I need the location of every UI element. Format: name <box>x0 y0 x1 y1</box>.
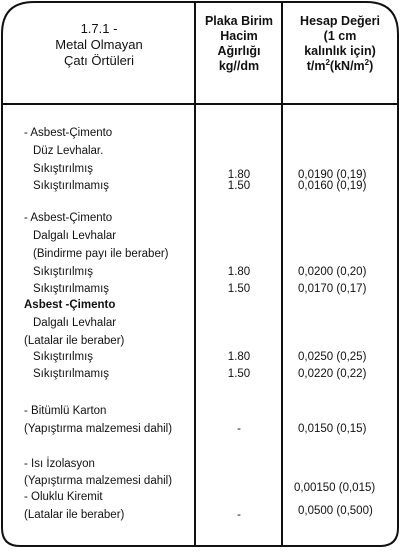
row-value: 0,0160 (0,19) <box>298 180 367 192</box>
row-value: 0,0500 (0,500) <box>298 505 373 517</box>
row-label: (Latalar ile beraber) <box>24 509 125 521</box>
row-label: (Yapıştırma malzemesi dahil) <box>24 475 173 487</box>
row-label: Dalgalı Levhalar <box>33 230 117 242</box>
header-material-line2: Çatı Örtüleri <box>63 53 135 68</box>
row-value: 0,0170 (0,17) <box>298 283 367 295</box>
row-label: Sıkıştırılmış <box>33 266 94 278</box>
row-weight: 1.80 <box>227 351 251 363</box>
row-weight: 1.50 <box>227 368 251 380</box>
header-design-value <box>283 14 397 74</box>
row-label: (Bindirme payı ile beraber) <box>33 248 169 260</box>
header-value-line1: Hesap Değeri <box>300 14 380 28</box>
row-value: 0,0220 (0,22) <box>298 368 367 380</box>
header-material-line1: Metal Olmayan <box>55 37 143 52</box>
header-value-unit: $t/m^2(kN/m^2)$ <box>306 57 374 73</box>
row-label: - Bitümlü Karton <box>24 405 107 417</box>
header-section-number: 1.7.1 - <box>80 21 118 36</box>
row-label: Dalgalı Levhalar <box>33 317 117 329</box>
header-weight-line3: Ağırlığı <box>217 44 261 58</box>
header-weight-line2: Hacim <box>220 29 258 43</box>
header-value-line3: kalınlık için) <box>304 44 376 58</box>
header-material <box>4 21 194 69</box>
row-label: - Asbest-Çimento <box>24 127 113 139</box>
row-weight: - <box>237 509 241 521</box>
row-label: Sıkıştırılmış <box>33 351 94 363</box>
row-value: 0,0200 (0,20) <box>298 266 367 278</box>
row-label: (Latalar ile beraber) <box>24 335 125 347</box>
row-value: 0,0150 (0,15) <box>298 423 367 435</box>
row-weight: 1.50 <box>227 283 251 295</box>
row-label: - Oluklu Kiremit <box>24 491 103 503</box>
row-weight: 1.80 <box>227 169 251 181</box>
row-label: Sıkıştırılmamış <box>33 180 110 192</box>
row-label: Sıkıştırılmamış <box>33 368 110 380</box>
header-unit-weight <box>196 14 282 74</box>
row-label: Sıkıştırılmamış <box>33 283 110 295</box>
row-label: Sıkıştırılmış <box>33 163 94 175</box>
row-label: - Asbest-Çimento <box>24 212 113 224</box>
header-weight-unit: kg//dm <box>218 59 260 73</box>
row-label: (Yapıştırma malzemesi dahil) <box>24 423 173 435</box>
row-weight: 1.50 <box>227 180 251 192</box>
header-weight-line1: Plaka Birim <box>204 14 274 28</box>
row-label: Düz Levhalar. <box>33 145 104 157</box>
row-weight: 1.80 <box>227 266 251 278</box>
row-weight: - <box>237 423 241 435</box>
header-value-line2: (1 cm <box>323 29 357 43</box>
row-label: - Isı İzolasyon <box>24 458 95 470</box>
row-value: 0,00150 (0,015) <box>294 482 376 494</box>
row-label: Asbest -Çimento <box>24 299 116 311</box>
row-value: 0,0250 (0,25) <box>298 351 367 363</box>
row-value: 0,0190 (0,19) <box>298 169 367 181</box>
